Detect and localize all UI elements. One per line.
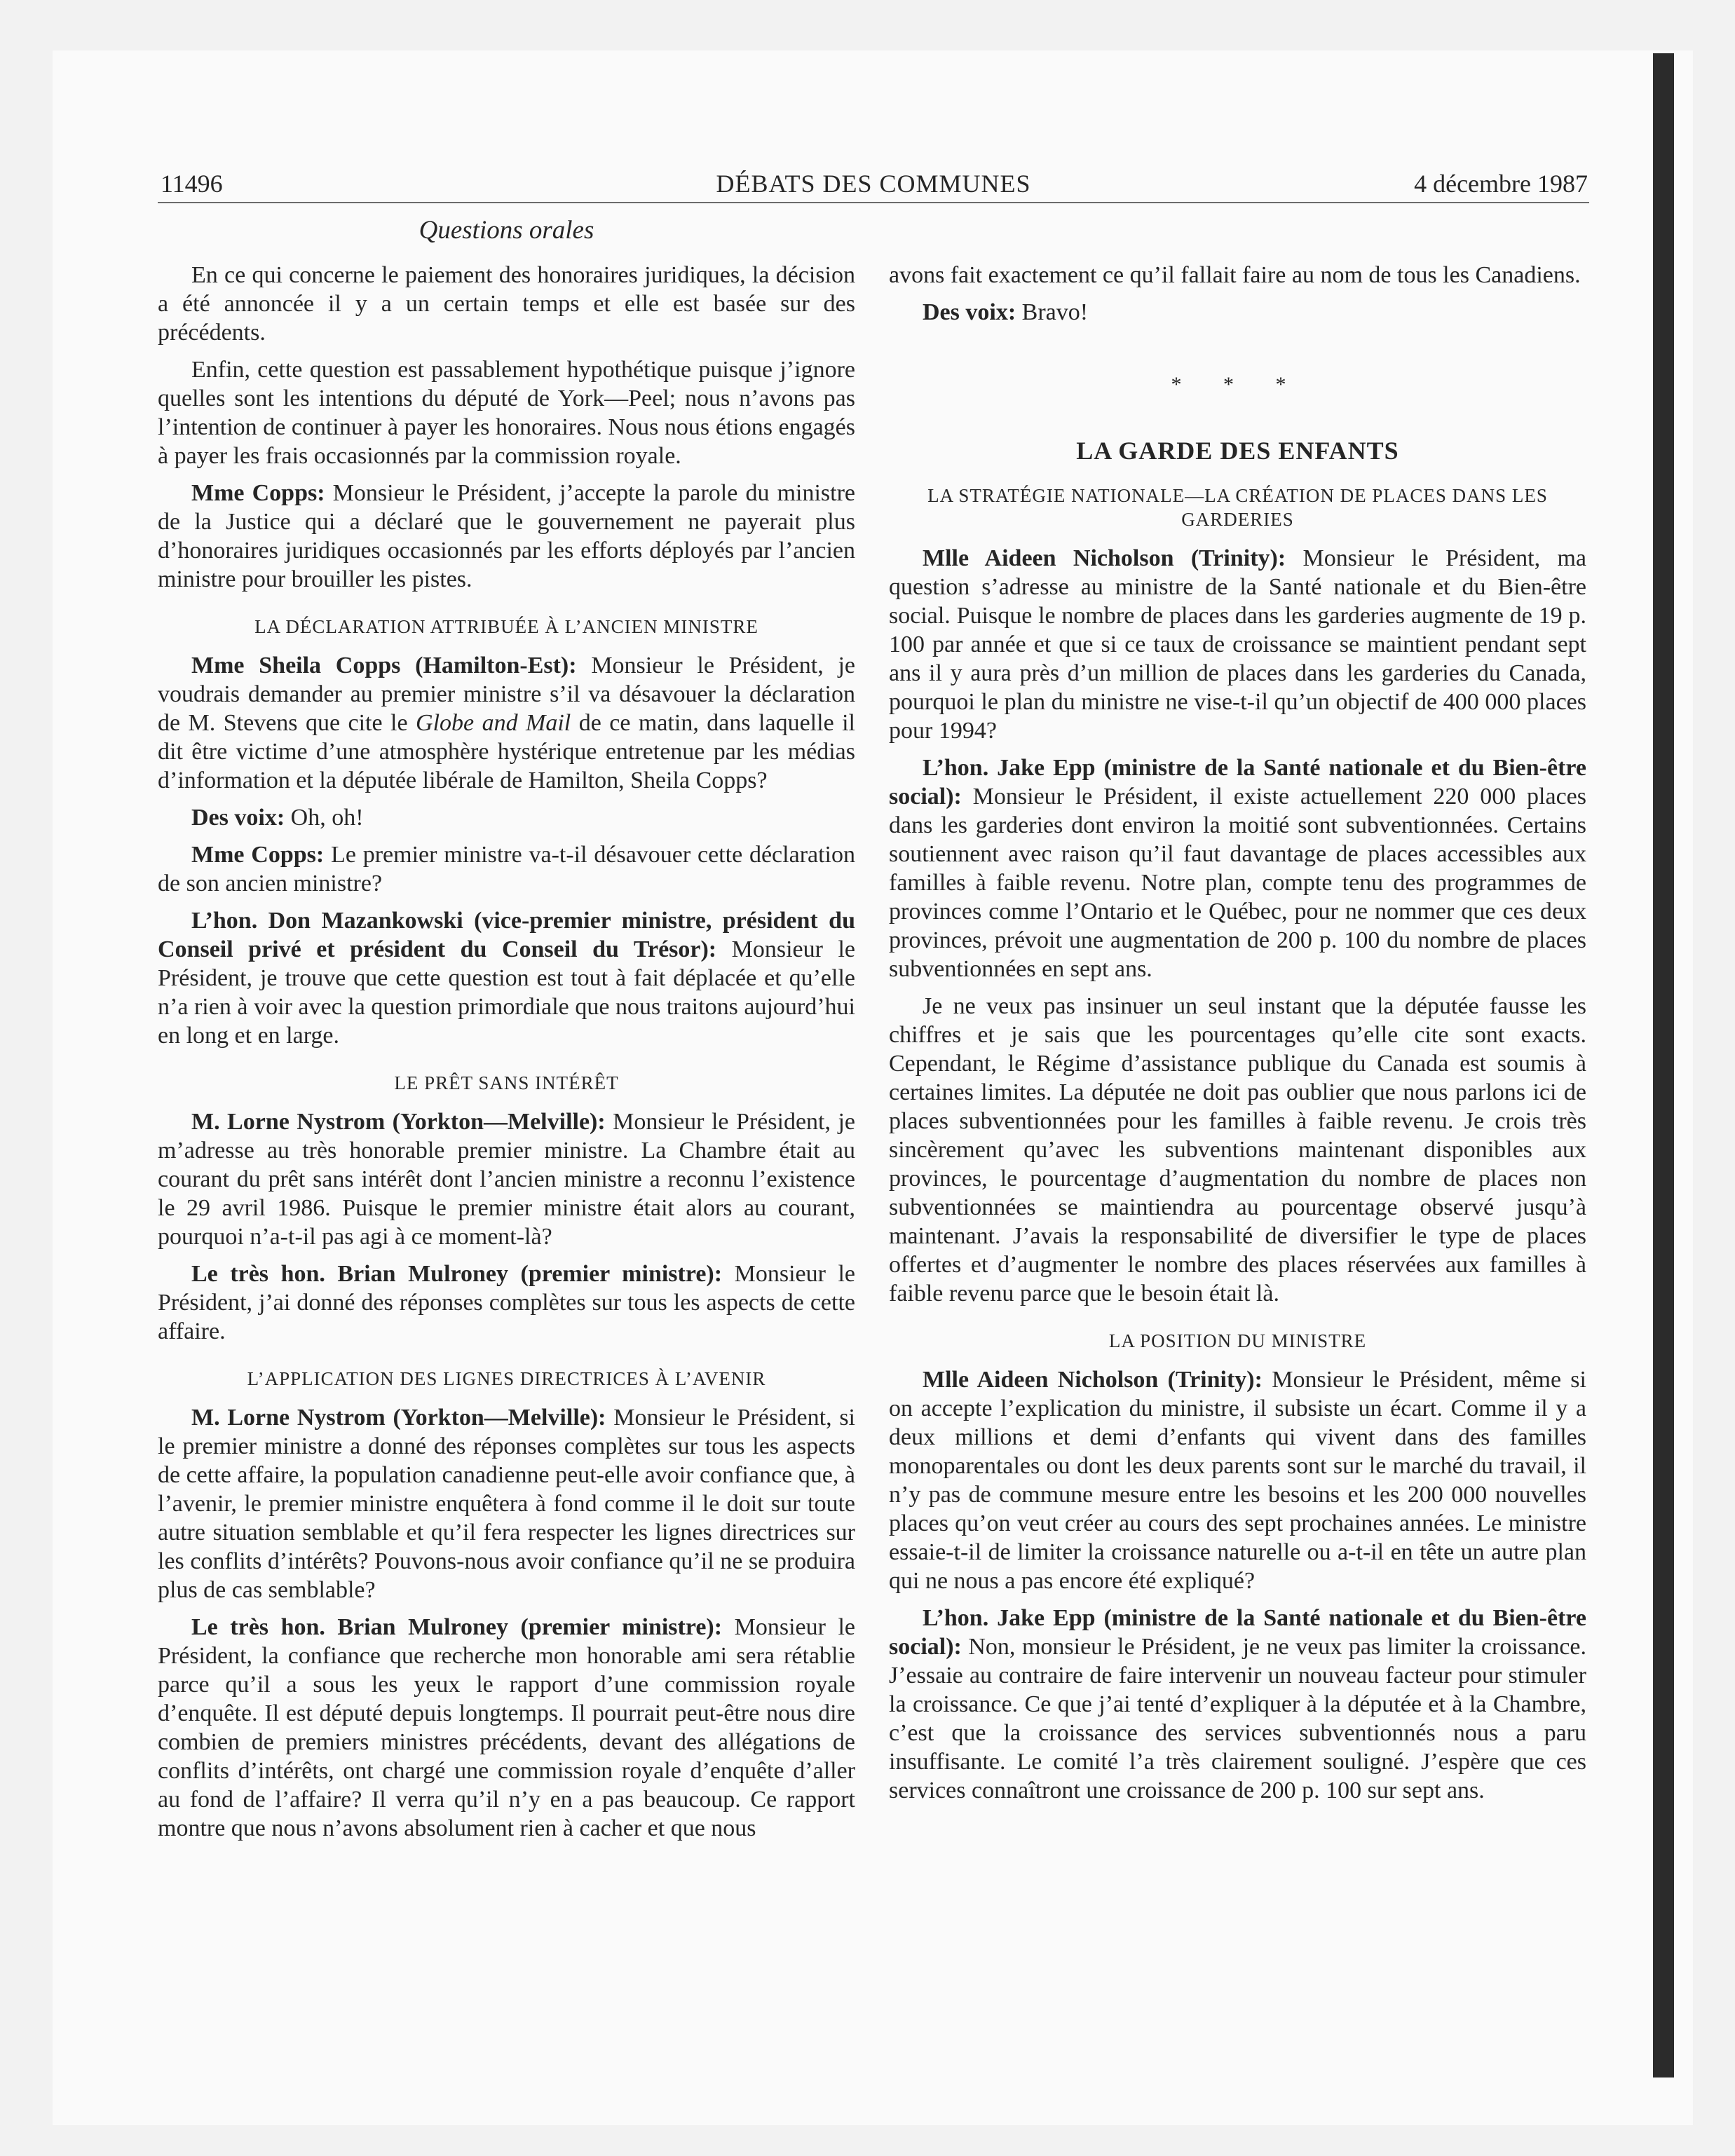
speech-text: Le premier ministre va-t-il désavouer cette déclaration de son ancien ministre? [158,842,855,896]
speech-text: Oh, oh! [285,805,364,831]
section-heading: L’APPLICATION DES LIGNES DIRECTRICES À L’AVENIR [247,1368,766,1389]
paragraph [889,298,1586,327]
paragraph [889,544,1586,745]
speaker: L’hon. Jake Epp (ministre de la Santé nationale et du Bien-être social): [889,1605,1586,1660]
paragraph [889,1604,1586,1805]
paragraph: Je ne veux pas insinuer un seul instant que la députée fausse les chiffres et je sais que les pourcentages qu’elle cite sont exacts. Cependant, le Régime d’assistance publique du Canada est soumis à certaines limites. La députée ne doit pas oublier que nous parlons ici de places subventionnées pour les familles à faible revenu. Je crois très sincèrement qu’avec les subventions maintenant disponibles aux provinces, le pourcentage d’augmentation du nombre de places non subventionnées se maintiendra au pourcentage observé jusqu’à maintenant. J’avais la responsabilité de diversifier le type de places offertes et d’augmenter le nombre des places réservées aux familles à faible revenu parce que le besoin était là. [889,993,1586,1306]
speech-text: Monsieur le Président, même si on accepte l’explication du ministre, il subsiste un écart. Comme il y a deux millions et demi d’enfants qui vivent dans des familles monoparentales ou dont les deux parents sont sur le marché du travail, il n’y pas de commune mesure entre les besoins et les 200 000 nouvelles places qu’on veut créer au cours des sept prochaines années. Le ministre essaie-t-il de limiter la croissance naturelle ou a-t-il en tête un autre plan qui ne nous a pas encore été expliqué? [889,1367,1586,1594]
section-heading: LA DÉCLARATION ATTRIBUÉE À L’ANCIEN MINISTRE [254,616,758,637]
paragraph [158,1260,855,1346]
speaker: Mme Copps: [191,480,325,506]
paragraph [158,906,855,1050]
speaker: M. Lorne Nystrom (Yorkton—Melville): [191,1109,606,1135]
speech-text: Monsieur le Président, je m’adresse au très honorable premier ministre. La Chambre était au courant du prêt sans intérêt dont l’ancien ministre a reconnu l’existence le 29 avril 1986. Puisque le premier ministre était alors au courant, pourquoi n’a-t-il pas agi à ce moment-là? [158,1109,855,1250]
speech-text: Monsieur le Président, j’accepte la parole du ministre de la Justice qui a déclaré que le gouvernement ne payerait plus d’honoraires juridiques occasionnés par les efforts déployés par l’ancien ministre pour brouiller les pistes. [158,480,856,592]
speech-text: Monsieur le Président, il existe actuellement 220 000 places dans les garderies dont environ la moitié sont subventionnées. Certains soutiennent avec raison qu’il faut davantage de places accessibles aux familles à faible revenu. Notre plan, compte tenu des programmes de provinces comme l’Ontario et le Québec, pour ne nommer que ces deux provinces, prévoit une augmentation de 200 p. 100 du nombre de places subventionnées en sept ans. [889,784,1586,982]
scan-edge-bar [1653,53,1674,2077]
speaker: Mlle Aideen Nicholson (Trinity): [923,545,1286,571]
speaker: L’hon. Jake Epp (ministre de la Santé nationale et du Bien-être social): [889,755,1586,810]
paragraph [158,651,855,795]
speaker: L’hon. Don Mazankowski (vice-premier ministre, président du Conseil privé et président du Conseil du Trésor): [158,908,855,962]
paragraph: avons fait exactement ce qu’il fallait faire au nom de tous les Canadiens. [889,262,1581,288]
section-heading: LA STRATÉGIE NATIONALE—LA CRÉATION DE PLACES DANS LES GARDERIES [927,485,1548,530]
paragraph [889,753,1586,983]
speech-text: Monsieur le Président, je voudrais demander au premier ministre s’il va désavouer la déclaration de M. Stevens que cite le [158,653,856,736]
paragraph [158,1403,855,1604]
right-column [889,261,1586,1813]
section-separator: * * * [1171,373,1305,396]
speech-text: Monsieur le Président, si le premier ministre a donné des réponses complètes sur tous les aspects de cette affaire, la population canadienne peut-elle avoir confiance que, à l’avenir, le premier ministre enquêtera à fond comme il le doit sur toute autre situation semblable et qu’il fera respecter les lignes directrices sur les conflits d’intérêts? Pouvons-nous avoir confiance qu’il ne se produira plus de cas semblable? [158,1405,855,1603]
paragraph [158,840,855,898]
speech-text: Monsieur le Président, j’ai donné des réponses complètes sur tous les aspects de cette affaire. [158,1261,855,1344]
speaker: Mme Copps: [191,842,325,868]
speaker: Mme Sheila Copps (Hamilton-Est): [191,653,577,678]
major-heading: LA GARDE DES ENFANTS [1076,437,1399,465]
left-column [158,261,855,1851]
speech-text: de ce matin, dans laquelle il dit être victime d’une atmosphère hystérique entretenue par les médias d’information et la députée libérale de Hamilton, Sheila Copps? [158,710,856,793]
speaker: Des voix: [923,299,1016,325]
speaker: Mlle Aideen Nicholson (Trinity): [923,1367,1263,1393]
paragraph [158,803,855,832]
speech-text: Non, monsieur le Président, je ne veux pas limiter la croissance. J’essaie au contraire de faire intervenir un nouveau facteur pour stimuler la croissance. Ce que j’ai tenté d’expliquer à la députée et à la Chambre, c’est que la croissance des services subventionnés nous a paru insuffisante. Le comité l’a très clairement souligné. J’espère que ces services connaîtront une croissance de 200 p. 100 sur sept ans. [889,1634,1586,1803]
speaker: Le très hon. Brian Mulroney (premier ministre): [191,1261,723,1287]
speaker: Le très hon. Brian Mulroney (premier ministre): [191,1614,723,1640]
paragraph [158,1107,855,1251]
speech-text: Monsieur le Président, ma question s’adresse au ministre de la Santé nationale et du Bien-être social. Puisque le nombre de places dans les garderies augmente de 19 p. 100 par année et que si ce taux de croissance se maintient pendant sept ans il y aura près d’un million de places dans les garderies du Canada, pourquoi le plan du ministre ne vise-t-il qu’un objectif de 400 000 places pour 1994? [889,545,1586,744]
speaker: Des voix: [191,805,285,831]
speech-text: Monsieur le Président, je trouve que cette question est tout à fait déplacée et qu’elle n’a rien à voir avec la question primordiale que nous traitons aujourd’hui en long et en large. [158,936,855,1049]
section-heading: LA POSITION DU MINISTRE [1108,1330,1367,1351]
publication-title: DÉBATS DES COMMUNES [716,170,1031,198]
newspaper-title: Globe and Mail [416,710,571,736]
page-number: 11496 [161,170,223,198]
speaker: M. Lorne Nystrom (Yorkton—Melville): [191,1405,606,1431]
speech-text: Monsieur le Président, la confiance que recherche mon honorable ami sera rétablie parce qu’il a sous les yeux le rapport d’une commission royale d’enquête. Il est député depuis longtemps. Il pourrait peut-être nous dire combien de premiers ministres précédents, devant des allégations de conflits d’intérêts, ont chargé une commission royale d’enquête d’aller au fond de l’affaire? Il verra qu’il n’y en a pas beaucoup. Ce rapport montre que nous n’avons absolument rien à cacher et que nous [158,1614,855,1841]
page-date: 4 décembre 1987 [1414,170,1588,198]
paragraph: Enfin, cette question est passablement hypothétique puisque j’ignore quelles sont les intentions du député de York—Peel; nous n’avons pas l’intention de continuer à payer les honoraires. Nous nous étions engagés à payer les frais occasionnés par la commission royale. [158,357,855,469]
speech-text: Bravo! [1016,299,1089,325]
paragraph [889,1365,1586,1595]
running-head: Questions orales [419,216,594,245]
paragraph [158,1613,855,1843]
section-heading: LE PRÊT SANS INTÉRÊT [394,1072,619,1093]
paragraph: En ce qui concerne le paiement des honoraires juridiques, la décision a été annoncée il y a un certain temps et elle est basée sur des précédents. [158,262,855,346]
paragraph [158,479,855,594]
page-header [158,165,1589,203]
